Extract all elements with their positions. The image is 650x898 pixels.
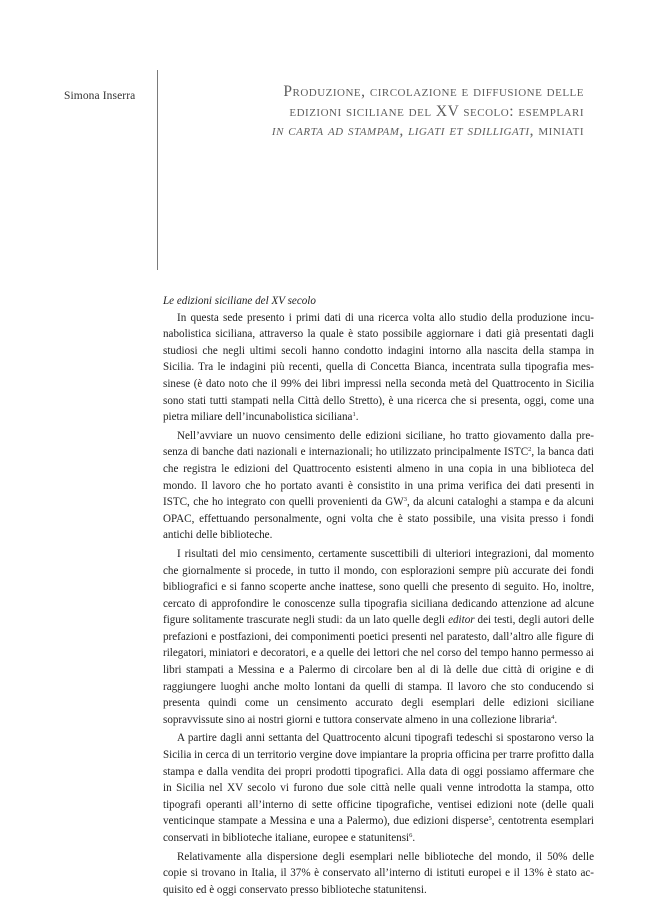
title-line-3	[134, 121, 584, 141]
article-body	[163, 293, 594, 898]
text-run: In questa sede presento i primi dati di una ricerca volta allo studio della produzione incunabolistica siciliana, attraverso la quale è stato possibile aggiornare i dati già presentati dagli studiosi che negli ultimi secoli hanno condotto indagini intorno alla nascita della stampa in Sicilia. Tra le indagini più recenti, quella di Concetta Bianca, incentrata sulla tipografia messinese (è dato noto che il 99% dei libri impressi nella seconda metà del Quattrocento in Sicilia sono stati tutti stampati nella Città dello Stretto), è una ricerca che si presenta, oggi, come una pietra miliare dell’incunabolistica siciliana	[163, 311, 594, 424]
footnote-ref[interactable]: 2	[528, 446, 532, 454]
footnote-ref[interactable]: 3	[403, 496, 407, 504]
text-run: A partire dagli anni settanta del Quattrocento alcuni tipografi tedeschi si spostarono verso la Sicilia in cerca di un territorio vergine dove impiantare la propria officina per trarre profitto dalla stampa e dalla vendita dei propri prodotti tipografici. Alla data di oggi possiamo affermare che in Sicilia nel XV secolo vi furono due sole città nelle quali venne introdotta la stampa, otto tipografi operanti all’interno di sette officine tipografiche, ventisei edizioni note (delle quali venticinque stampate a Messina e una a Palermo), due edizioni disperse	[163, 732, 594, 828]
text-run: I risultati del mio censimento, certamente suscettibili di ulteriori integrazioni, dal momento che giornalmente si procede, in tutto il mondo, con esplorazioni sempre più accurate dei fondi bibliografici e si fanno scoperte anche inattese, sono quelli che presento di seguito. Ho, inoltre, cercato di approfondire le conoscenze sulla tipografia siciliana dedicando attenzione ad alcune figure solitamente trascurate negli studi: da un lato quelle degli	[163, 547, 594, 627]
footnote-ref[interactable]: 5	[488, 815, 492, 823]
author-name: Simona Inserra	[64, 90, 136, 102]
text-run: , centotrenta esemplari conservati in biblioteche italiane, europee e statunitensi	[163, 815, 594, 844]
text-run: .	[412, 832, 416, 844]
text-run: .	[355, 411, 359, 424]
text-run: , la banca dati che registra le edizioni del Quattrocento esistenti almeno in una copia in una biblioteca del mondo. Il lavoro che ho portato avanti è consistito in una prima verifica dei dati presenti in ISTC, che ho integrato con quelli provenienti da GW	[163, 446, 594, 509]
footnote-ref[interactable]: 4	[551, 713, 555, 721]
footnote-ref[interactable]: 6	[409, 832, 413, 839]
paragraph-3	[163, 546, 594, 729]
title-line-3-end: , miniati	[529, 122, 584, 139]
text-run: dei testi, degli autori delle prefazioni e postfazioni, dei componimenti poetici presenti nel paratesto, dall’altro alle figure di rilegatori, miniatori e decoratori, e a quelle dei lettori che nel corso del tempo hanno permesso ai libri stampati a Messina e a Palermo di circolare ben al di là delle due città di origine e di raggiungere luoghi anche molto lontani da quelli di stampa. Il lavoro che sto conducendo si presenta quindi come un censimento accurato degli esemplari delle edizioni siciliane sopravvissute sino ai nostri giorni e tuttora conservate almeno in una collezione libraria	[163, 614, 594, 726]
article-title	[134, 82, 584, 141]
title-line-3-italic: in carta ad stampam, ligati et sdilligati	[271, 122, 530, 139]
paragraph-4	[163, 730, 594, 846]
paragraph-1	[163, 310, 594, 426]
text-run: , da alcuni cataloghi a stampa e da alcuni OPAC, effettuando personalmente, ogni volta che è stato possibile, una visita presso i fondi antichi delle biblioteche.	[163, 496, 594, 542]
text-run: .	[554, 713, 558, 726]
footnote-ref[interactable]: 1	[352, 411, 356, 419]
text-run: Nell’avviare un nuovo censimento delle edizioni siciliane, ho tratto giovamento dalla presenza di banche dati nazionali e internazionali; ho utilizzato principalmente ISTC	[163, 429, 594, 459]
paragraph-5	[163, 849, 594, 898]
text-run: Relativamente alla dispersione degli esemplari nelle biblioteche del mondo, il 50% delle copie si trovano in Italia, il 37% è conservato all’interno di istituti europei e il 13% è stato acquisito ed è oggi conservato presso biblioteche statunitensi.	[163, 850, 594, 896]
section-heading: Le edizioni siciliane del XV secolo	[163, 295, 316, 307]
title-line-2: edizioni siciliane del XV secolo: esemplari	[289, 102, 584, 120]
title-line-1: Produzione, circolazione e diffusione delle	[283, 83, 584, 100]
paragraph-2	[163, 428, 594, 544]
italic-term: editor	[448, 614, 475, 627]
